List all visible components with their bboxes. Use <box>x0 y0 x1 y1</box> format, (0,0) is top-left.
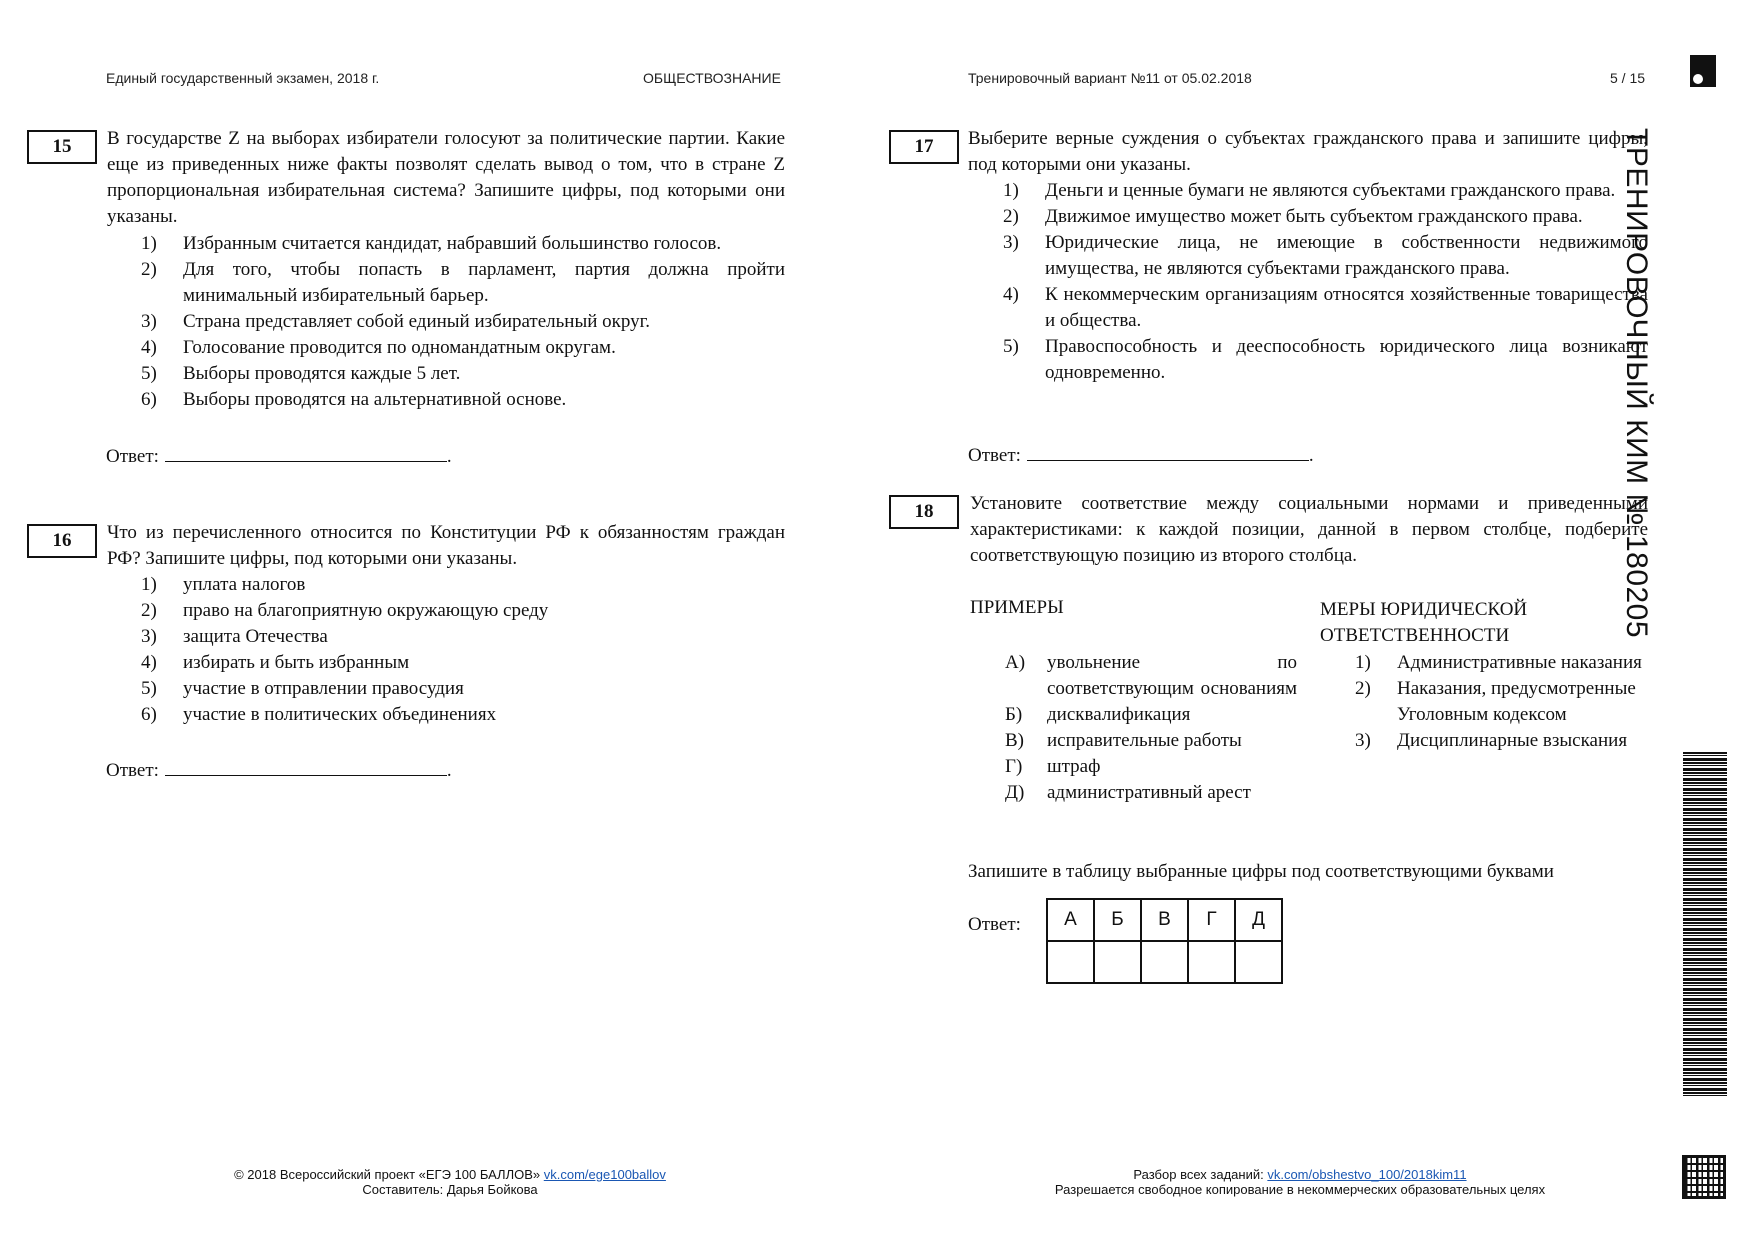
question-18-prompt: Установите соответствие между социальными нормами и приведенными характеристиками: к каждой позиции, данной в первом столбце, подберите соответствующую позицию из второго столбца. <box>970 493 1648 566</box>
option-item: 6) участие в политических объединениях <box>141 704 497 725</box>
footer-left-line1: © 2018 Всероссийский проект «ЕГЭ 100 БАЛЛОВ» vk.com/ege100ballov <box>234 1167 666 1182</box>
footer-copy-permission: Разрешается свободное копирование в некоммерческих образовательных целях <box>1054 1182 1546 1197</box>
header-exam: Единый государственный экзамен, 2018 г. <box>106 70 380 86</box>
corner-mark-icon <box>1690 55 1716 87</box>
measure-item: 1) Административные наказания <box>1355 652 1642 673</box>
question-16-prompt: Что из перечисленного относится по Конституции РФ к обязанностям граждан РФ? Запишите цифры, под которыми они указаны. <box>107 522 785 569</box>
examples-list <box>1005 650 1297 806</box>
answer-table-header: Д <box>1235 899 1282 941</box>
answer-field[interactable] <box>165 443 447 462</box>
question-17-prompt: Выберите верные суждения о субъектах гражданского права и запишите цифры, под которыми они указаны. <box>968 128 1648 175</box>
header-page-number: 5 / 15 <box>1610 70 1646 86</box>
answer-cell[interactable] <box>1047 941 1094 983</box>
footer-left <box>200 1167 700 1197</box>
answer-table <box>1046 898 1283 984</box>
answer-cell[interactable] <box>1094 941 1141 983</box>
footer-solutions-link[interactable]: vk.com/obshestvo_100/2018kim11 <box>1267 1167 1467 1182</box>
measures-list <box>1355 650 1655 754</box>
question-15-answer: Ответ: . <box>106 443 452 468</box>
question-15-options <box>141 231 785 413</box>
left-column-header: ПРИМЕРЫ <box>970 597 1064 618</box>
task-number-15: 15 <box>27 130 97 164</box>
answer-table-header: В <box>1141 899 1188 941</box>
measure-item: 2) Наказания, предусмотренные Уголовным кодексом <box>1355 678 1636 725</box>
footer-right-line1: Разбор всех заданий: vk.com/obshestvo_100/2018kim11 <box>1133 1167 1467 1182</box>
answer-table-header: Г <box>1188 899 1235 941</box>
right-column-header: МЕРЫ ЮРИДИЧЕСКОЙ ОТВЕТСТВЕННОСТИ <box>1320 599 1528 646</box>
answer-cell[interactable] <box>1188 941 1235 983</box>
option-item: 4) К некоммерческим организациям относятся хозяйственные товарищества и общества. <box>1003 284 1648 331</box>
answer-cell[interactable] <box>1235 941 1282 983</box>
measure-item: 3) Дисциплинарные взыскания <box>1355 730 1628 751</box>
question-15-prompt: В государстве Z на выборах избиратели голосуют за политические партии. Какие еще из приведенных ниже факты позволят сделать вывод о том, что в стране Z пропорциональная избирательная система? Запишите цифры, под которыми они указаны. <box>107 128 785 227</box>
question-16-options <box>141 572 785 728</box>
answer-cell[interactable] <box>1141 941 1188 983</box>
header-variant: Тренировочный вариант №11 от 05.02.2018 <box>968 70 1252 86</box>
answer-field[interactable] <box>165 757 447 776</box>
task-number-17: 17 <box>889 130 959 164</box>
option-item: 5) Правоспособность и дееспособность юридического лица возникают одновременно. <box>1003 336 1648 383</box>
option-item: 1) Деньги и ценные бумаги не являются субъектами гражданского права. <box>1003 180 1616 201</box>
question-17-answer: Ответ: . <box>968 442 1314 467</box>
task-number-16: 16 <box>27 524 97 558</box>
example-item: Д) административный арест <box>1005 782 1251 803</box>
question-18-answer-label: Ответ: <box>968 914 1021 935</box>
option-item: 3) Страна представляет собой единый избирательный округ. <box>141 311 651 332</box>
option-item: 1) Избранным считается кандидат, набравший большинство голосов. <box>141 233 722 254</box>
option-item: 5) участие в отправлении правосудия <box>141 678 464 699</box>
task-number-18: 18 <box>889 495 959 529</box>
vertical-title: ТРЕНИРОВОЧНЫЙ КИМ № 180205 <box>1620 128 1653 639</box>
answer-table-input-row <box>1047 941 1282 983</box>
option-item: 2) Движимое имущество может быть субъектом гражданского права. <box>1003 206 1583 227</box>
answer-field[interactable] <box>1027 442 1309 461</box>
option-item: 6) Выборы проводятся на альтернативной основе. <box>141 389 567 410</box>
option-item: 2) право на благоприятную окружающую среду <box>141 600 549 621</box>
footer-right <box>1000 1167 1600 1197</box>
option-item: 5) Выборы проводятся каждые 5 лет. <box>141 363 461 384</box>
footer-project-link[interactable]: vk.com/ege100ballov <box>543 1167 666 1182</box>
option-item: 1) уплата налогов <box>141 574 306 595</box>
barcode-icon <box>1683 752 1727 1098</box>
answer-table-header: А <box>1047 899 1094 941</box>
option-item: 2) Для того, чтобы попасть в парламент, партия должна пройти минимальный избирательный барьер. <box>141 259 785 306</box>
answer-table-header: Б <box>1094 899 1141 941</box>
header-subject: ОБЩЕСТВОЗНАНИЕ <box>643 70 781 86</box>
question-16-answer: Ответ: . <box>106 757 452 782</box>
answer-table-header-row <box>1047 899 1282 941</box>
option-item: 3) защита Отечества <box>141 626 328 647</box>
question-17-options <box>1003 178 1648 386</box>
example-item: В) исправительные работы <box>1005 730 1242 751</box>
option-item: 3) Юридические лица, не имеющие в собственности недвижимого имущества, не являются субъектами гражданского права. <box>1003 232 1648 279</box>
example-item: Г) штраф <box>1005 756 1101 777</box>
qr-code-icon <box>1682 1155 1726 1199</box>
option-item: 4) избирать и быть избранным <box>141 652 410 673</box>
example-item: А) увольнение по соответствующим основаниям <box>1005 652 1297 699</box>
option-item: 4) Голосование проводится по одномандатным округам. <box>141 337 616 358</box>
example-item: Б) дисквалификация <box>1005 704 1191 725</box>
table-instruction: Запишите в таблицу выбранные цифры под соответствующими буквами <box>968 861 1554 882</box>
footer-author: Составитель: Дарья Бойкова <box>362 1182 538 1197</box>
